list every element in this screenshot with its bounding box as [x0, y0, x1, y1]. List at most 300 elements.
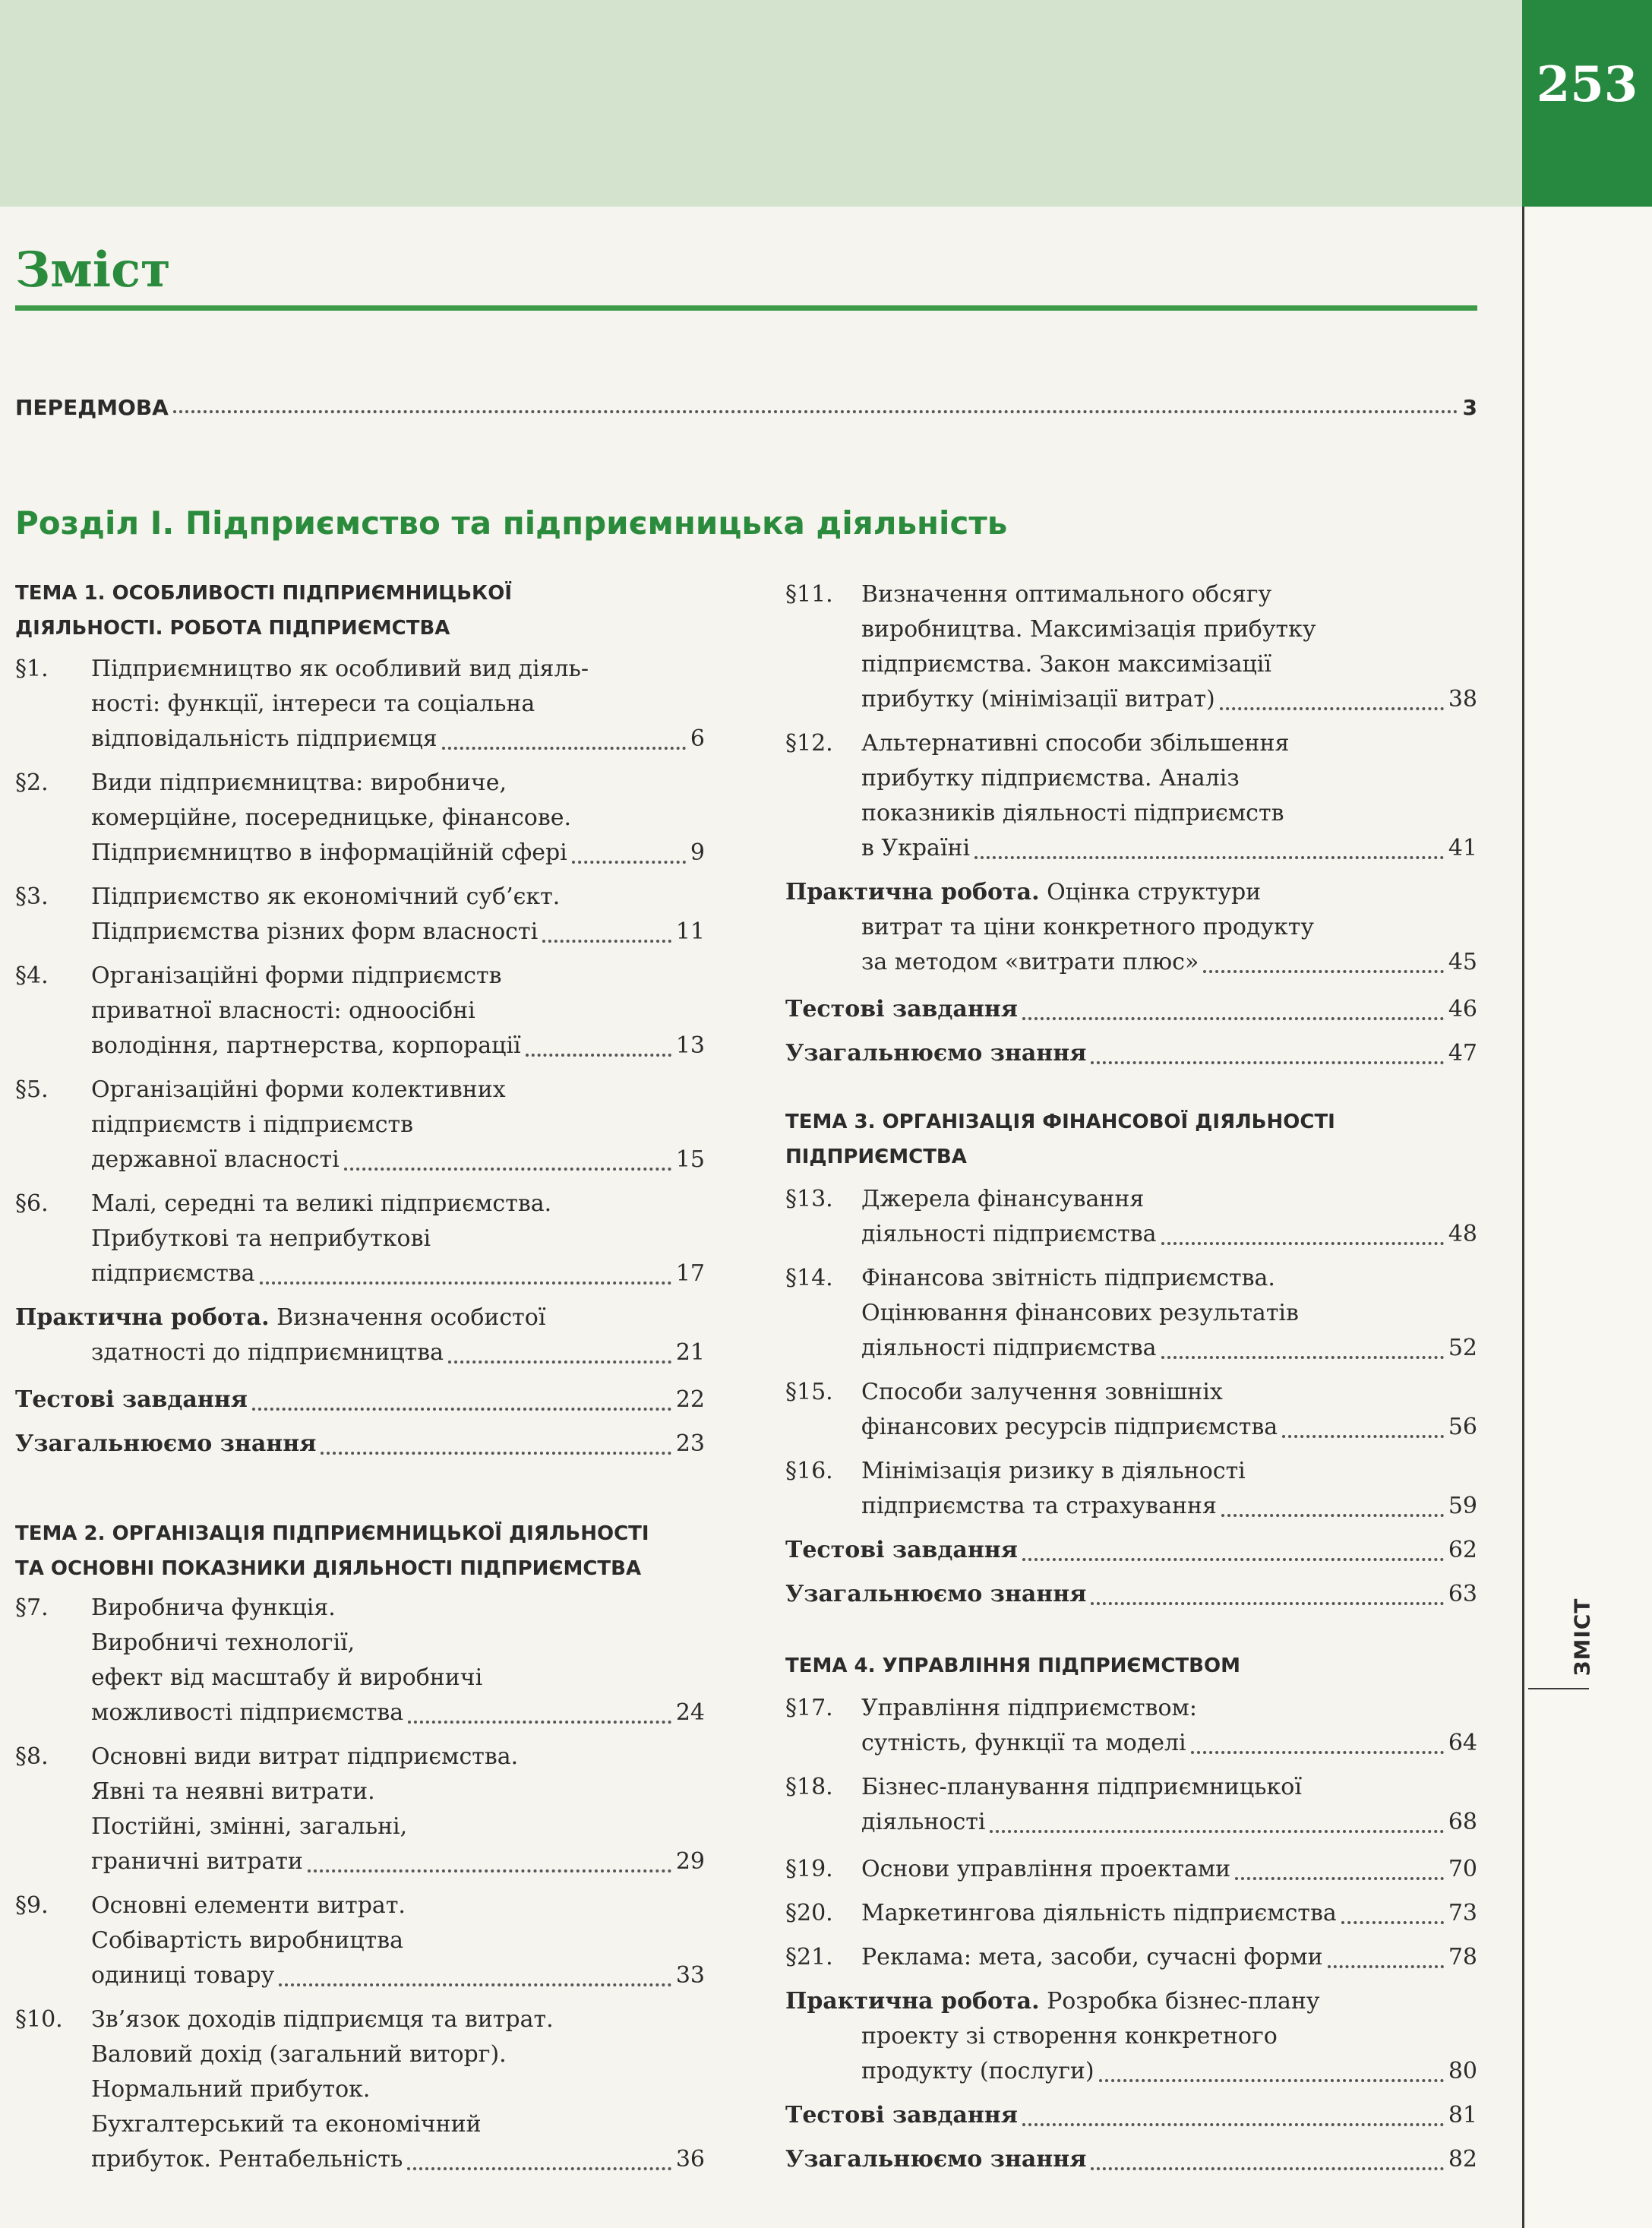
toc-entry-body — [91, 1073, 705, 1177]
toc-entry-line — [91, 1809, 705, 1844]
toc-entry-text: в Україні — [861, 835, 971, 861]
paragraph-number: §17. — [785, 1695, 833, 1721]
toc-entry-text: Виробничі технології, — [91, 1629, 355, 1656]
toc-entry-line — [91, 1923, 705, 1958]
toc-entry-p3[interactable] — [15, 880, 705, 950]
toc-entry-body — [861, 1852, 1477, 1887]
toc-line-with-page — [861, 1940, 1477, 1975]
toc-line-with-page — [861, 1410, 1477, 1445]
toc-page-number: 78 — [1448, 1944, 1477, 1970]
practical-work-label: Практична робота. — [785, 1988, 1040, 2015]
toc-page-number: 6 — [690, 725, 705, 752]
toc-entry-p18[interactable] — [785, 1770, 1477, 1840]
leader-dots — [279, 1983, 671, 1986]
toc-page-number: 64 — [1448, 1730, 1477, 1756]
toc-line-with-page — [91, 1335, 705, 1370]
toc-entry-line — [91, 2037, 705, 2072]
toc-entry-p14[interactable] — [785, 1261, 1477, 1366]
paragraph-number: §16. — [785, 1458, 833, 1484]
toc-line-with-page — [785, 1577, 1477, 1612]
leader-dots — [990, 1830, 1443, 1833]
practical-work-label: Практична робота. — [785, 879, 1040, 905]
toc-line-with-page — [861, 1217, 1477, 1252]
toc-entry-text: фінансових ресурсів підприємства — [861, 1414, 1278, 1440]
toc-entry-text: Реклама: мета, засоби, сучасні форми — [861, 1944, 1323, 1970]
toc-entry-p4[interactable] — [15, 959, 705, 1063]
leader-dots — [1328, 1965, 1444, 1968]
leader-dots — [572, 861, 686, 864]
toc-entry-line — [91, 1661, 705, 1695]
toc-line-with-page — [91, 722, 705, 757]
toc-line-with-page — [91, 1142, 705, 1177]
toc-entry-text: комерційне, посередницьке, фінансове. — [91, 804, 572, 831]
toc-entry-text: виробництва. Максимізація прибутку — [861, 616, 1316, 643]
toc-page-number: 45 — [1448, 949, 1477, 975]
leader-dots — [408, 1721, 671, 1724]
toc-entry-p10[interactable] — [15, 2002, 705, 2177]
leader-dots — [252, 1408, 671, 1411]
paragraph-number: §7. — [15, 1594, 49, 1621]
toc-page-number: 24 — [675, 1699, 705, 1726]
toc-entry-line — [91, 1221, 705, 1256]
toc-entry-text: Основні види витрат підприємства. — [91, 1743, 519, 1770]
leader-dots — [1161, 1242, 1444, 1245]
toc-entry-text: Маркетингова діяльність підприємства — [861, 1900, 1337, 1926]
toc-entry-tests-3[interactable] — [785, 1533, 1477, 1568]
toc-entry-practical-1[interactable] — [15, 1300, 705, 1370]
toc-entry-text: прибуток. Рентабельність — [91, 2146, 403, 2173]
toc-entry-text: Фінансова звітність підприємства. — [861, 1265, 1275, 1291]
toc-entry-text: Підприємництво як особливий вид діяль- — [91, 656, 589, 682]
toc-line-with-page — [91, 915, 705, 950]
toc-entry-line — [91, 1888, 705, 1923]
side-label-rule — [1528, 1688, 1589, 1689]
leader-dots — [1091, 2167, 1443, 2170]
right-margin-strip — [1522, 207, 1652, 2228]
toc-page-number: 41 — [1448, 835, 1477, 861]
leader-dots — [1099, 2079, 1444, 2082]
toc-entry-text: державної власності — [91, 1146, 340, 1173]
tema-heading-line: ТЕМА 4. УПРАВЛІННЯ ПІДПРИЄМСТВОМ — [785, 1654, 1240, 1677]
toc-line-with-page — [785, 2098, 1477, 2133]
toc-entry-p20[interactable] — [785, 1896, 1477, 1931]
toc-entry-line — [91, 1626, 705, 1661]
toc-entry-text: Альтернативні способи збільшення — [861, 730, 1290, 757]
toc-entry-text: Визначення оптимального обсягу — [861, 581, 1272, 608]
leader-dots — [1203, 970, 1443, 973]
toc-entry-text: діяльності — [861, 1809, 986, 1835]
toc-entry-tests-1[interactable] — [15, 1383, 705, 1417]
toc-line-with-page — [91, 1958, 705, 1993]
toc-entry-body — [861, 1940, 1477, 1975]
leader-dots — [526, 1054, 671, 1057]
practical-first-line — [15, 1304, 545, 1331]
toc-entry-body — [91, 1187, 705, 1291]
toc-entry-text: Основні елементи витрат. — [91, 1892, 406, 1919]
toc-page-number: 33 — [675, 1962, 705, 1989]
toc-entry-text: Нормальний прибуток. — [91, 2076, 371, 2103]
paragraph-number: §14. — [785, 1265, 833, 1291]
toc-page-number: 13 — [675, 1032, 705, 1059]
toc-entry-text: Підприємництво в інформаційній сфері — [91, 839, 567, 866]
paragraph-number: §3. — [15, 883, 49, 910]
toc-line-with-page — [91, 1029, 705, 1063]
toc-entry-body — [861, 1261, 1477, 1366]
paragraph-number: §5. — [15, 1076, 49, 1103]
toc-entry-line — [91, 2002, 705, 2037]
toc-entry-line — [91, 652, 705, 687]
toc-entry-text: Оцінювання фінансових результатів — [861, 1300, 1299, 1326]
toc-entry-tests-4[interactable] — [785, 2098, 1477, 2133]
toc-page-number: 59 — [1448, 1493, 1477, 1519]
toc-entry-line — [861, 1182, 1477, 1217]
toc-entry-p7[interactable] — [15, 1591, 705, 1730]
leader-dots — [974, 856, 1444, 859]
side-label — [1563, 1580, 1601, 1694]
toc-line-with-page — [861, 1726, 1477, 1761]
toc-entry-body — [861, 577, 1477, 717]
toc-page-number: 46 — [1448, 996, 1477, 1022]
toc-entry-p12[interactable] — [785, 726, 1477, 866]
leader-dots — [344, 1168, 671, 1171]
toc-entry-text: підприємств і підприємств — [91, 1111, 414, 1138]
toc-entry-text: Підприємство як економічний суб’єкт. — [91, 883, 561, 910]
toc-entry-text: проекту зі створення конкретного — [861, 2023, 1278, 2049]
toc-entry-line — [15, 1300, 705, 1335]
toc-page-number: 11 — [675, 918, 705, 945]
toc-entry-line — [785, 2054, 1477, 2089]
tema-1-heading — [15, 576, 512, 646]
toc-entry-line — [785, 910, 1477, 945]
toc-page-number: 48 — [1448, 1221, 1477, 1247]
leader-dots — [542, 940, 671, 943]
tema-heading-line: ТЕМА 1. ОСОБЛИВОСТІ ПІДПРИЄМНИЦЬКОЇ — [15, 582, 513, 605]
toc-entry-body — [861, 1896, 1477, 1931]
toc-entry-label: Узагальнюємо знання — [785, 2146, 1087, 2173]
toc-entry-p8[interactable] — [15, 1740, 705, 1879]
toc-entry-line — [861, 1454, 1477, 1489]
toc-entry-text: Собівартість виробництва — [91, 1927, 403, 1954]
toc-entry-summary-3[interactable] — [785, 1577, 1477, 1612]
toc-entry-line — [91, 801, 705, 836]
toc-line-with-page — [91, 836, 705, 871]
leader-dots — [407, 2167, 671, 2170]
toc-entry-p15[interactable] — [785, 1375, 1477, 1445]
toc-line-with-page — [861, 682, 1477, 717]
toc-entry-label: ПЕРЕДМОВА — [15, 395, 169, 420]
leader-dots — [442, 747, 686, 750]
toc-entry-line — [861, 1296, 1477, 1331]
toc-entry-p9[interactable] — [15, 1888, 705, 1993]
practical-first-line — [785, 879, 1261, 905]
toc-entry-practical-2[interactable] — [785, 875, 1477, 980]
toc-entry-text: Малі, середні та великі підприємства. — [91, 1190, 552, 1217]
toc-entry-body — [91, 1740, 705, 1879]
toc-entry-line — [785, 1984, 1477, 2019]
toc-entry-text: Розробка бізнес-плану — [1047, 1988, 1320, 2015]
toc-entry-text: Основи управління проектами — [861, 1856, 1231, 1882]
paragraph-number: §8. — [15, 1743, 49, 1770]
tema-heading-line: ТЕМА 3. ОРГАНІЗАЦІЯ ФІНАНСОВОЇ ДІЯЛЬНОСТІ — [785, 1111, 1335, 1133]
toc-entry-line — [91, 994, 705, 1029]
toc-page-number: 81 — [1448, 2102, 1477, 2128]
toc-entry-p6[interactable] — [15, 1187, 705, 1291]
toc-line-with-page — [861, 1852, 1477, 1887]
toc-entry-label: Тестові завдання — [785, 1537, 1018, 1563]
toc-page-number: 23 — [675, 1430, 705, 1457]
toc-line-with-page — [91, 1844, 705, 1879]
leader-dots — [1091, 1061, 1443, 1064]
toc-entry-p19[interactable] — [785, 1852, 1477, 1887]
toc-entry-text: прибутку підприємства. Аналіз — [861, 765, 1240, 792]
paragraph-number: §12. — [785, 730, 833, 757]
toc-line-with-page — [91, 2142, 705, 2177]
toc-page-number: 17 — [675, 1260, 705, 1287]
page-title: Зміст — [15, 242, 171, 299]
toc-entry-text: Зв’язок доходів підприємця та витрат. — [91, 2006, 554, 2033]
paragraph-number: §9. — [15, 1892, 49, 1919]
toc-entry-p21[interactable] — [785, 1940, 1477, 1975]
toc-entry-body — [91, 2002, 705, 2177]
toc-entry-summary-2[interactable] — [785, 1036, 1477, 1071]
toc-entry-text: підприємства — [91, 1260, 255, 1287]
toc-entry-text: підприємства та страхування — [861, 1493, 1217, 1519]
toc-entry-line — [861, 761, 1477, 796]
toc-entry-text: володіння, партнерства, корпорації — [91, 1032, 521, 1059]
toc-entry-text: одиниці товару — [91, 1962, 275, 1989]
toc-entry-p13[interactable] — [785, 1182, 1477, 1252]
tema-2-heading — [15, 1516, 649, 1586]
toc-entry-text: приватної власності: одноосібні — [91, 997, 475, 1024]
toc-entry-text: Організаційні форми підприємств — [91, 962, 502, 989]
toc-entry-text: Способи залучення зовнішніх — [861, 1379, 1223, 1405]
toc-entry-line — [91, 1187, 705, 1221]
toc-entry-text: діяльності підприємства — [861, 1335, 1157, 1361]
toc-line-with-page — [91, 1695, 705, 1730]
toc-line-with-page — [785, 2142, 1477, 2177]
toc-entry-preface[interactable] — [15, 395, 1477, 420]
page-number-box — [1522, 0, 1652, 207]
toc-entry-tests-2[interactable] — [785, 992, 1477, 1027]
toc-entry-text: Бухгалтерський та економічний — [91, 2111, 482, 2138]
toc-entry-body — [91, 959, 705, 1063]
toc-entry-p2[interactable] — [15, 766, 705, 871]
toc-page-number: 21 — [675, 1339, 705, 1366]
toc-line-with-page — [91, 1256, 705, 1291]
toc-entry-text: Види підприємництва: виробниче, — [91, 770, 507, 796]
toc-entry-practical-4[interactable] — [785, 1984, 1477, 2089]
toc-entry-summary-1[interactable] — [15, 1427, 705, 1462]
toc-entry-p1[interactable] — [15, 652, 705, 757]
tema-4-heading — [785, 1648, 1240, 1683]
leader-dots — [1022, 1558, 1444, 1561]
toc-entry-body — [91, 880, 705, 950]
toc-entry-text: за методом «витрати плюс» — [861, 949, 1199, 975]
toc-page-number: 3 — [1462, 395, 1477, 420]
toc-entry-line — [861, 612, 1477, 647]
leader-dots — [1341, 1921, 1444, 1924]
toc-entry-summary-4[interactable] — [785, 2142, 1477, 2177]
toc-entry-label: Тестові завдання — [785, 2102, 1018, 2128]
toc-line-with-page — [15, 1427, 705, 1462]
leader-dots — [1091, 1602, 1443, 1605]
toc-entry-text: Управління підприємством: — [861, 1695, 1197, 1721]
toc-entry-body — [91, 1888, 705, 1993]
paragraph-number: §4. — [15, 962, 49, 989]
tema-3-heading — [785, 1105, 1335, 1174]
leader-dots — [1220, 707, 1444, 710]
toc-entry-p17[interactable] — [785, 1691, 1477, 1761]
toc-entry-body — [861, 1770, 1477, 1840]
toc-entry-line — [91, 959, 705, 994]
page-number: 253 — [1536, 56, 1638, 113]
toc-entry-line — [91, 1591, 705, 1626]
toc-page-number: 38 — [1448, 686, 1477, 713]
toc-page-number: 9 — [690, 839, 705, 866]
leader-dots — [321, 1452, 671, 1455]
toc-page-number: 52 — [1448, 1335, 1477, 1361]
toc-entry-text: ефект від масштабу й виробничі — [91, 1664, 483, 1691]
toc-entry-text: прибутку (мінімізації витрат) — [861, 686, 1215, 713]
toc-entry-text: Бізнес-планування підприємницької — [861, 1774, 1302, 1800]
toc-entry-line — [91, 1108, 705, 1142]
leader-dots — [1235, 1877, 1444, 1880]
toc-entry-line — [91, 766, 705, 801]
toc-entry-label: Тестові завдання — [785, 996, 1018, 1022]
toc-entry-line — [861, 1261, 1477, 1296]
toc-entry-body — [861, 1691, 1477, 1761]
toc-entry-text: Визначення особистої — [276, 1304, 546, 1331]
toc-line-with-page — [861, 945, 1477, 980]
side-label-text: ЗМІСТ — [1569, 1598, 1595, 1677]
leader-dots — [1221, 1514, 1444, 1517]
toc-entry-text: Мінімізація ризику в діяльності — [861, 1458, 1246, 1484]
tema-heading-line: ТЕМА 2. ОРГАНІЗАЦІЯ ПІДПРИЄМНИЦЬКОЇ ДІЯЛЬНОСТІ — [15, 1522, 649, 1545]
leader-dots — [1161, 1356, 1444, 1359]
toc-entry-body — [91, 766, 705, 871]
toc-entry-p11[interactable] — [785, 577, 1477, 717]
toc-entry-line — [861, 577, 1477, 612]
practical-work-label: Практична робота. — [15, 1304, 270, 1331]
toc-entry-text: Організаційні форми колективних — [91, 1076, 506, 1103]
paragraph-number: §18. — [785, 1774, 833, 1800]
toc-page-number: 70 — [1448, 1856, 1477, 1882]
toc-entry-line — [785, 875, 1477, 910]
practical-first-line — [785, 1988, 1319, 2015]
toc-page-number: 62 — [1448, 1537, 1477, 1563]
toc-entry-text: підприємства. Закон максимізації — [861, 651, 1271, 678]
toc-entry-text: Підприємства різних форм власності — [91, 918, 539, 945]
toc-page-number: 82 — [1448, 2146, 1477, 2173]
toc-entry-text: Джерела фінансування — [861, 1186, 1145, 1212]
toc-page-number: 29 — [675, 1848, 705, 1875]
toc-entry-text: ності: функції, інтереси та соціальна — [91, 691, 535, 717]
toc-line-with-page — [861, 1896, 1477, 1931]
toc-entry-line — [861, 1691, 1477, 1726]
toc-page-number: 63 — [1448, 1581, 1477, 1607]
toc-entry-text: здатності до підприємництва — [91, 1339, 444, 1366]
toc-entry-p5[interactable] — [15, 1073, 705, 1177]
leader-dots — [1022, 1017, 1444, 1020]
toc-entry-label: Узагальнюємо знання — [15, 1430, 317, 1457]
toc-line-with-page — [861, 1805, 1477, 1840]
toc-entry-body — [91, 652, 705, 757]
toc-entry-line — [861, 647, 1477, 682]
leader-dots — [448, 1361, 671, 1364]
toc-line-with-page — [15, 1383, 705, 1417]
leader-dots — [173, 410, 1458, 413]
paragraph-number: §10. — [15, 2006, 63, 2033]
toc-entry-body — [861, 726, 1477, 866]
tema-heading-line: ТА ОСНОВНІ ПОКАЗНИКИ ДІЯЛЬНОСТІ ПІДПРИЄМСТВА — [15, 1557, 642, 1580]
toc-line-with-page — [785, 1036, 1477, 1071]
toc-entry-line — [861, 1770, 1477, 1805]
toc-entry-p16[interactable] — [785, 1454, 1477, 1524]
paragraph-number: §6. — [15, 1190, 49, 1217]
toc-entry-line — [785, 945, 1477, 980]
toc-page-number: 47 — [1448, 1040, 1477, 1067]
toc-entry-line — [785, 2019, 1477, 2054]
toc-entry-label: Тестові завдання — [15, 1386, 248, 1413]
toc-entry-line — [91, 2107, 705, 2142]
toc-entry-line — [861, 726, 1477, 761]
paragraph-number: §19. — [785, 1856, 833, 1882]
paragraph-number: §1. — [15, 656, 49, 682]
toc-entry-text: продукту (послуги) — [861, 2058, 1094, 2084]
paragraph-number: §2. — [15, 770, 49, 796]
tema-heading-line: ПІДПРИЄМСТВА — [785, 1146, 967, 1168]
tema-heading-line: ДІЯЛЬНОСТІ. РОБОТА ПІДПРИЄМСТВА — [15, 617, 450, 640]
header-band — [0, 0, 1522, 207]
toc-line-with-page — [861, 1331, 1477, 1366]
toc-entry-text: Явні та неявні витрати. — [91, 1778, 375, 1805]
toc-entry-text: показників діяльності підприємств — [861, 800, 1284, 826]
toc-line-with-page — [861, 2054, 1477, 2089]
section-title: Розділ І. Підприємство та підприємницька діяльність — [15, 504, 1008, 542]
toc-entry-text: Прибуткові та неприбуткові — [91, 1225, 431, 1252]
toc-entry-label: Узагальнюємо знання — [785, 1040, 1087, 1067]
toc-entry-text: сутність, функції та моделі — [861, 1730, 1186, 1756]
toc-line-with-page — [785, 992, 1477, 1027]
toc-entry-text: діяльності підприємства — [861, 1221, 1157, 1247]
paragraph-number: §11. — [785, 581, 833, 608]
toc-entry-text: Валовий дохід (загальний виторг). — [91, 2041, 507, 2068]
toc-entry-line — [91, 687, 705, 722]
toc-entry-text: граничні витрати — [91, 1848, 303, 1875]
toc-page-number: 56 — [1448, 1414, 1477, 1440]
title-underline — [15, 305, 1477, 311]
toc-entry-line — [91, 1740, 705, 1774]
toc-entry-body — [861, 1375, 1477, 1445]
leader-dots — [1282, 1435, 1444, 1438]
paragraph-number: §20. — [785, 1900, 833, 1926]
toc-entry-line — [91, 2072, 705, 2107]
toc-page-number: 36 — [675, 2146, 705, 2173]
toc-line-with-page — [785, 1533, 1477, 1568]
leader-dots — [1022, 2123, 1444, 2126]
toc-line-with-page — [861, 831, 1477, 866]
toc-entry-body — [861, 1182, 1477, 1252]
toc-entry-body — [861, 1454, 1477, 1524]
paragraph-number: §21. — [785, 1944, 833, 1970]
leader-dots — [1191, 1751, 1444, 1754]
toc-page-number: 80 — [1448, 2058, 1477, 2084]
toc-line-with-page — [861, 1489, 1477, 1524]
toc-entry-text: можливості підприємства — [91, 1699, 404, 1726]
toc-entry-line — [861, 796, 1477, 831]
toc-entry-text: відповідальність підприємця — [91, 725, 437, 752]
toc-entry-line — [91, 880, 705, 915]
